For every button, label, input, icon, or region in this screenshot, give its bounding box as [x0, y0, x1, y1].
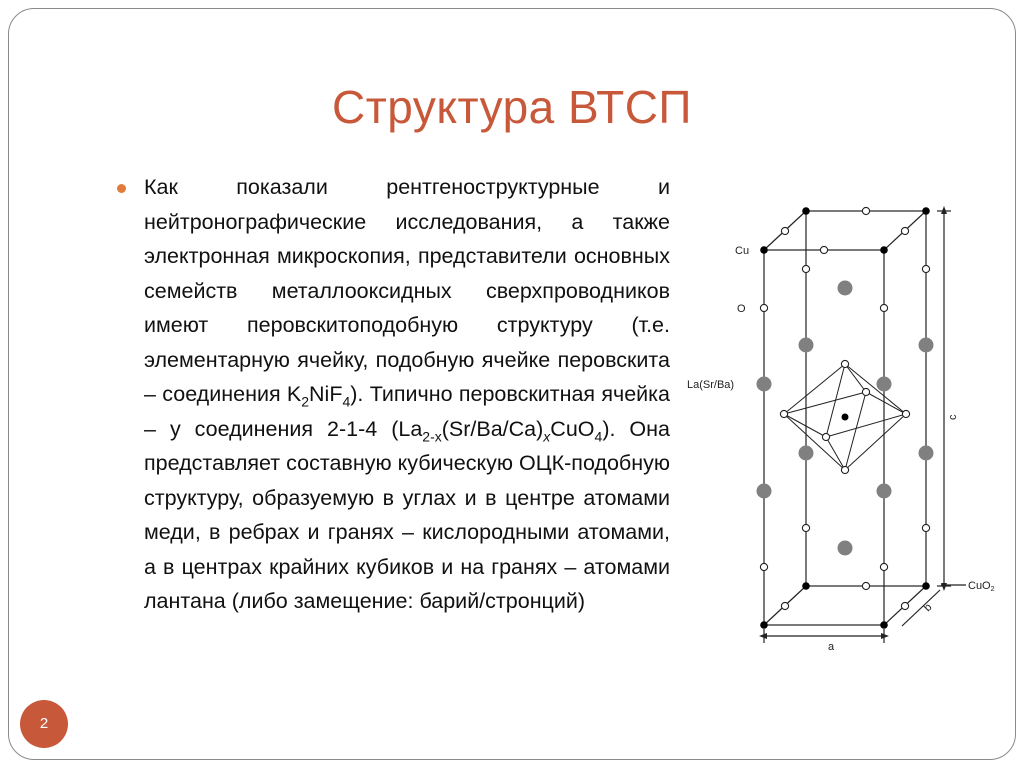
- label-b: b: [921, 601, 935, 615]
- paragraph-text-2: NiF: [309, 382, 343, 406]
- page-number-badge: 2: [20, 700, 68, 748]
- label-la: La(Sr/Ba): [687, 379, 735, 391]
- bullet-icon: [117, 184, 126, 193]
- paragraph-sub-2: 4: [342, 393, 351, 410]
- label-cuo2: CuO2: [968, 580, 995, 593]
- paragraph-text-5: CuO: [550, 416, 595, 441]
- paragraph-text-3: ). Типично перовскитная ячейка – у соединения 2-1-4 (La: [144, 382, 670, 441]
- paragraph-sub-1: 2: [301, 393, 310, 410]
- cu-atoms: [760, 207, 930, 629]
- paragraph-text-1: Как показали рентгеноструктурные и нейтронографические исследования, а также электронная микроскопия, представители основных семейств металлооксидных сверхпроводников имеют перовскитоподобную структуру (т.е. элементарную ячейку, подобную ячейке перовскита – соединения K: [144, 175, 670, 406]
- paragraph-text-4: (Sr/Ba/Ca): [441, 416, 544, 441]
- paragraph-sub-3: 2-x: [422, 427, 442, 444]
- slide-title: Структура ВТСП: [332, 81, 692, 133]
- paragraph-text-6: ). Она представляет составную кубическую ОЦК-подобную структуру, образуемую в углах и в центре атомами меди, в ребрах и гранях – кислородными атомами, а в центрах крайних кубиков и на гранях – атомами лантана (либо замещение: барий/стронций): [144, 416, 670, 613]
- paragraph-sub-5: 4: [594, 427, 603, 444]
- label-c: c: [947, 414, 959, 420]
- label-a: a: [828, 641, 835, 653]
- cell-back-face: [806, 211, 926, 586]
- label-o: O: [737, 303, 746, 315]
- slide-paragraph: [144, 170, 670, 619]
- crystal-structure-diagram: [683, 200, 1023, 655]
- label-cu: Cu: [735, 245, 750, 257]
- paragraph-sub-4: x: [543, 427, 551, 444]
